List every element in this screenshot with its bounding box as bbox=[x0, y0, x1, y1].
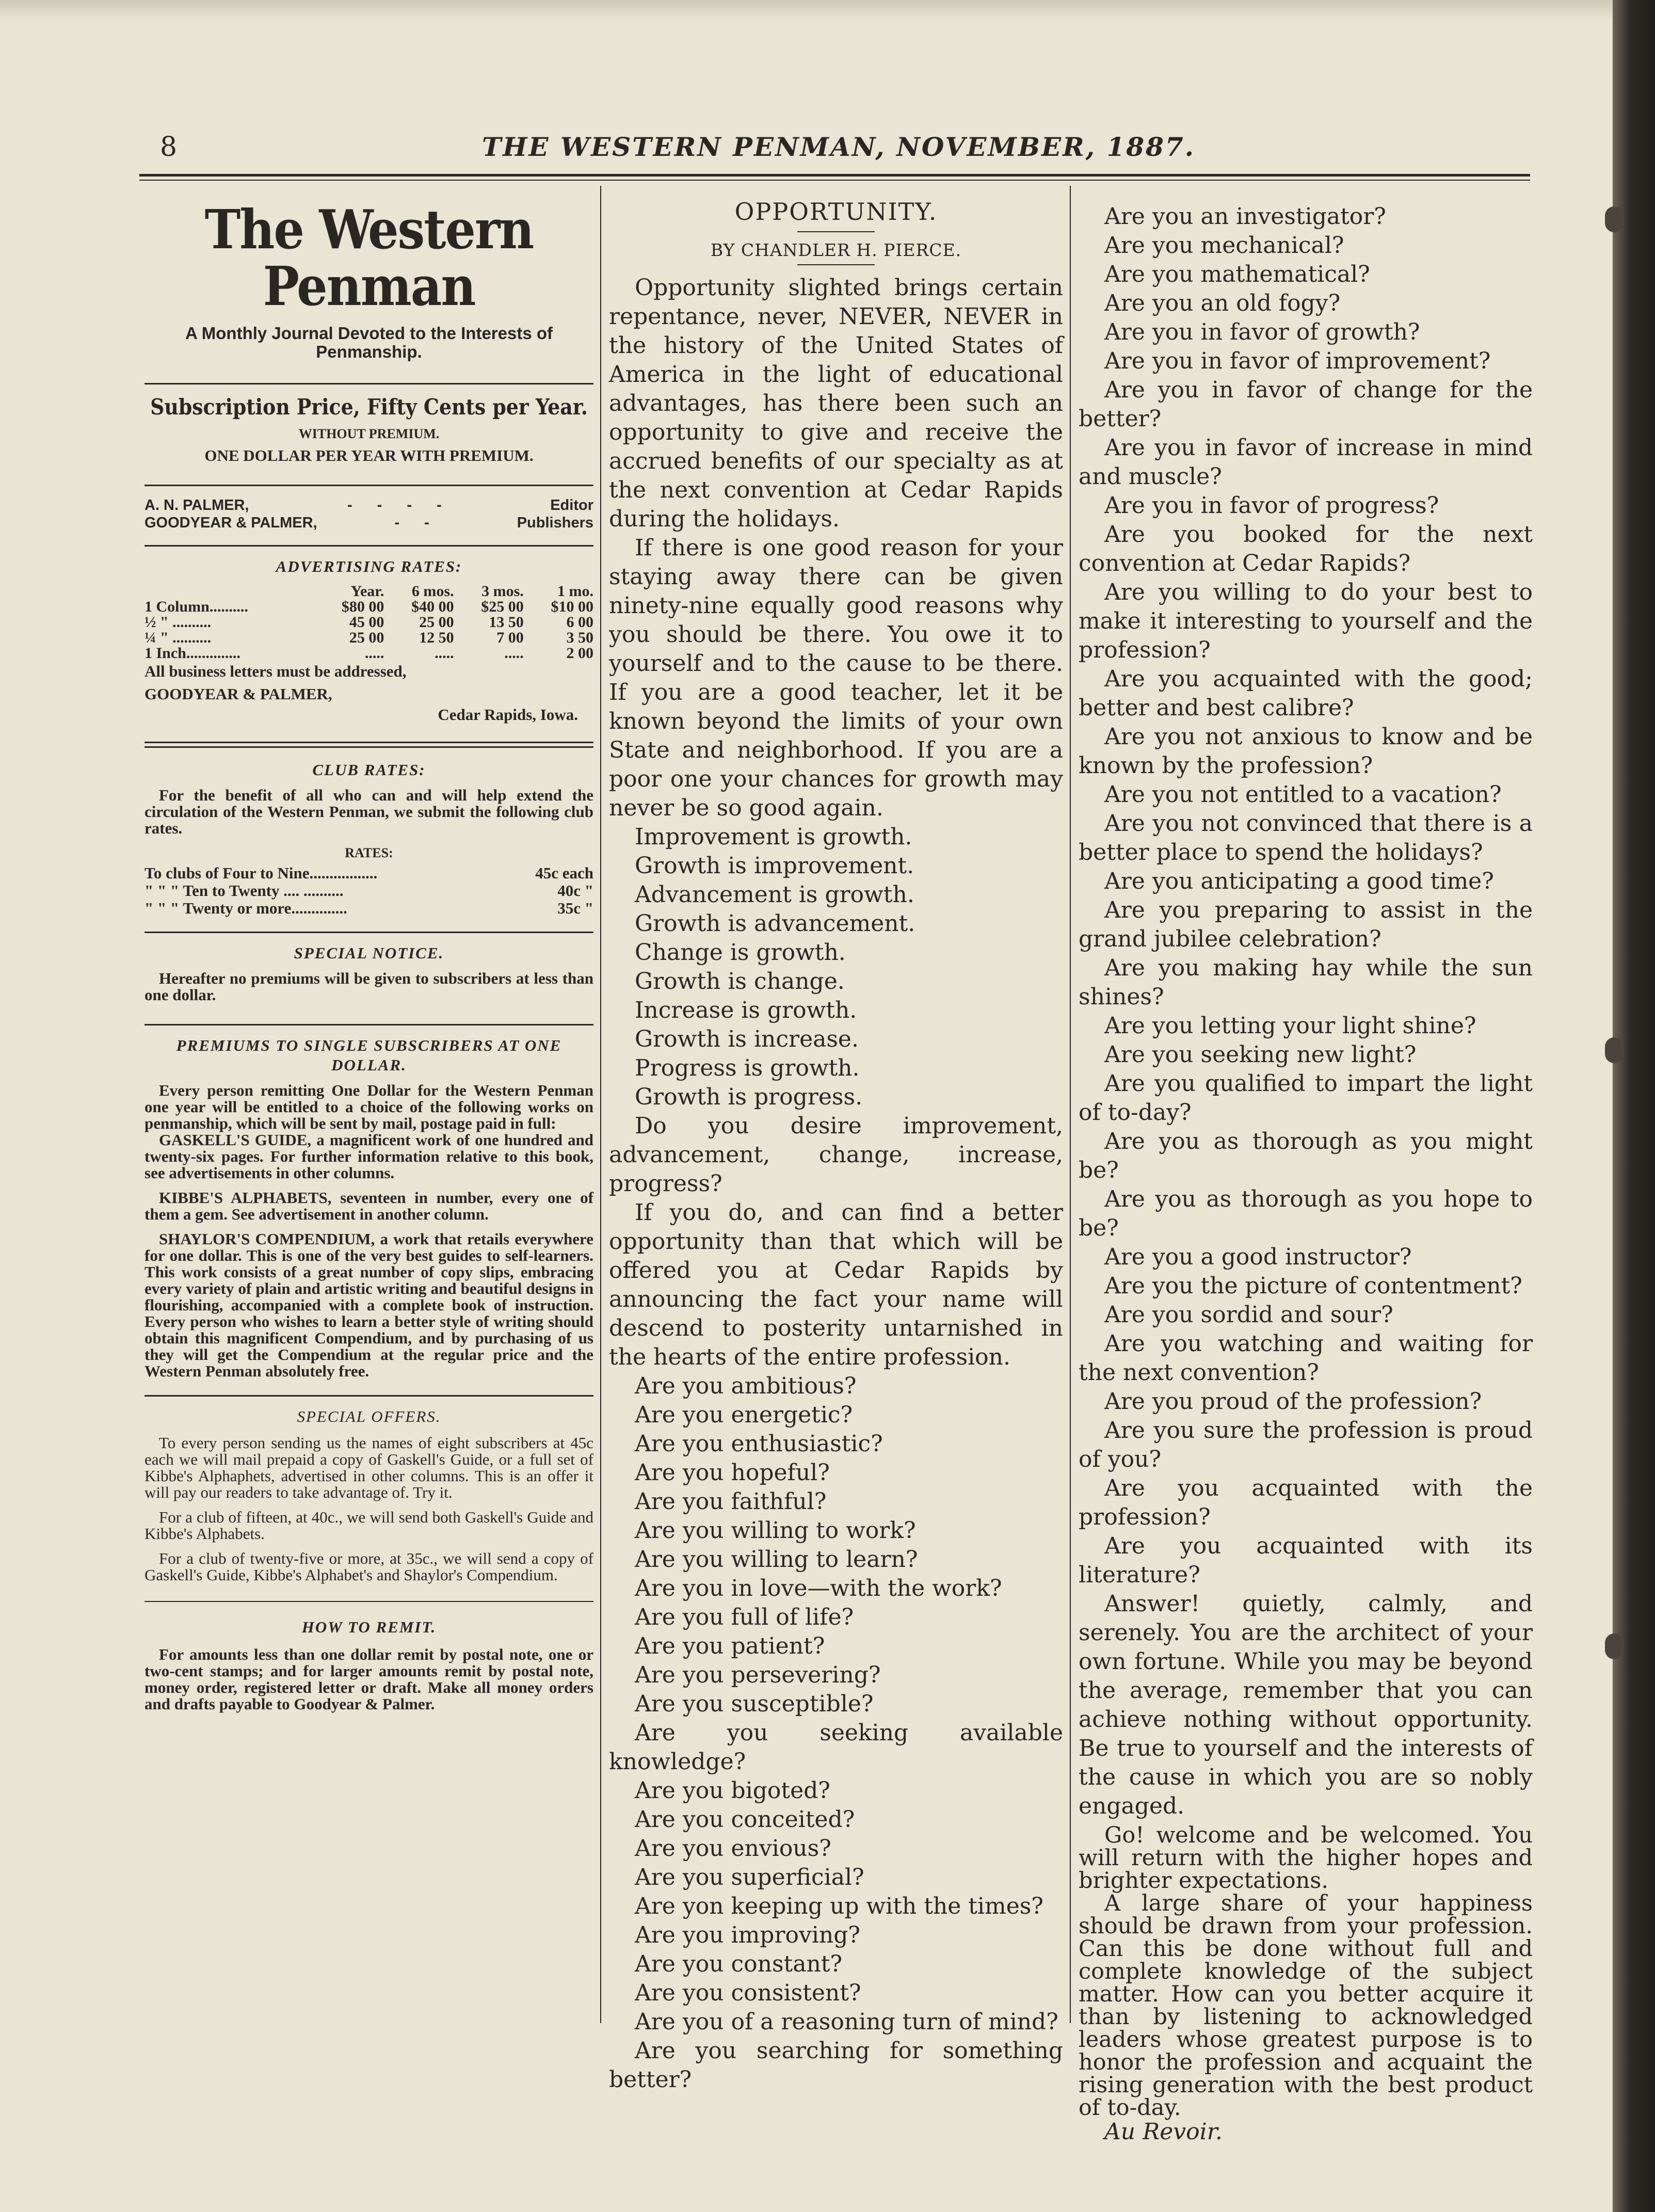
question-list bbox=[609, 1372, 1063, 2094]
question-list bbox=[1079, 202, 1533, 1590]
question-line: Are you faithful? bbox=[635, 1488, 827, 1515]
question-line: Are you booked for the next convention at Cedar Rapids? bbox=[1079, 521, 1533, 576]
table-cell: 25 00 bbox=[419, 614, 454, 631]
article-paragraph: Do you desire improvement, advancement, change, increase, progress? bbox=[609, 1113, 1063, 1197]
premiums-paragraph: Every person remitting One Dollar for the Western Penman one year will be entitled to a choice of the following works on penmanship, which will be sent by mail, postage paid in full: bbox=[144, 1081, 593, 1132]
table-cell: 13 50 bbox=[489, 614, 524, 631]
question-line: Are you seeking available knowledge? bbox=[609, 1720, 1063, 1775]
growth-line: Progress is growth. bbox=[635, 1055, 860, 1081]
advertising-heading: ADVERTISING RATES: bbox=[276, 557, 462, 575]
divider bbox=[144, 932, 593, 933]
table-cell: ½ " .......... bbox=[144, 614, 212, 631]
question-line: Are you not entitled to a vacation? bbox=[1104, 781, 1502, 808]
title-rule bbox=[797, 231, 875, 232]
question-line: Are you searching for something better? bbox=[609, 2038, 1063, 2093]
club-rate-label: " " " Twenty or more.............. bbox=[144, 899, 347, 917]
question-line: Are you in favor of growth? bbox=[1104, 319, 1420, 345]
question-line: Are you conceited? bbox=[635, 1806, 855, 1833]
question-line: Are you acquainted with the good; better and best calibre? bbox=[1079, 666, 1533, 721]
premiums-paragraph: GASKELL'S GUIDE, a magnificent work of one hundred and twenty-six pages. For further information relative to this book, see advertisements in other columns. bbox=[144, 1131, 593, 1182]
table-row bbox=[144, 599, 593, 615]
address-line: GOODYEAR & PALMER, bbox=[144, 685, 332, 703]
question-line: Are you susceptible? bbox=[635, 1691, 874, 1717]
masthead-tagline: A Monthly Journal Devoted to the Interests of Penmanship. bbox=[185, 324, 553, 361]
article-column-left bbox=[609, 195, 1063, 2094]
staff-role: Publishers bbox=[517, 515, 593, 531]
question-line: Are you mathematical? bbox=[1104, 261, 1370, 287]
question-line: Are you not anxious to know and be known by the profession? bbox=[1079, 724, 1533, 779]
table-header: 6 mos. bbox=[411, 583, 454, 600]
question-line: Are you qualified to impart the light of to-day? bbox=[1079, 1070, 1533, 1126]
question-line: Are you letting your light shine? bbox=[1104, 1013, 1476, 1039]
staff-dashes: - - - - bbox=[347, 497, 452, 514]
table-cell: $10 00 bbox=[551, 598, 593, 615]
binding-edge bbox=[1613, 0, 1655, 2212]
special-offers-paragraph: To every person sending us the names of eight subscribers at 45c each we will mail prepaid a copy of Gaskell's Guide, or a full set of Kibbe's Alphaphets, advertised in other columns. This is an offer it will pay our readers to take advantage of. Try it. bbox=[144, 1434, 593, 1501]
table-cell: 3 50 bbox=[566, 629, 593, 646]
table-header: 3 mos. bbox=[481, 583, 524, 600]
growth-line: Growth is improvement. bbox=[635, 853, 914, 879]
masthead-title: The Western Penman bbox=[204, 198, 534, 318]
staff-name: GOODYEAR & PALMER, bbox=[144, 515, 317, 531]
table-row bbox=[144, 646, 593, 661]
question-line: Are you bigoted? bbox=[635, 1777, 830, 1804]
table-cell: 1 Column.......... bbox=[144, 598, 248, 615]
club-rate-price: 40c " bbox=[557, 881, 593, 900]
article-paragraph: Opportunity slighted brings certain repentance, never, NEVER, NEVER in the history of the United States of America in the light of educational advantages, has there been such an opportunity to give and receive the accrued benefits of our specialty as at the next convention at Cedar Rapids during the holidays. bbox=[609, 275, 1063, 532]
column-divider bbox=[600, 186, 601, 2023]
special-offers-paragraph: For a club of fifteen, at 40c., we will send both Gaskell's Guide and Kibbe's Alphabets. bbox=[144, 1508, 593, 1543]
question-line: Are you sordid and sour? bbox=[1104, 1302, 1393, 1328]
question-line: Are you sure the profession is proud of you? bbox=[1079, 1417, 1533, 1472]
article-answer: Answer! quietly, calmly, and serenely. You are the architect of your own fortune. While you may be beyond the average, remember that you can achieve nothing without opportunity. Be true to yourself and the interests of the cause in which you are so nobly engaged. bbox=[1079, 1591, 1533, 1819]
divider bbox=[144, 485, 593, 486]
growth-line: Growth is advancement. bbox=[635, 910, 915, 937]
page-header bbox=[150, 132, 1528, 168]
question-line: Are you in favor of increase in mind and muscle? bbox=[1079, 435, 1533, 490]
table-row bbox=[144, 630, 593, 646]
binding-hole bbox=[1605, 206, 1624, 232]
club-rate-line bbox=[144, 882, 593, 900]
table-header: Year. bbox=[350, 583, 384, 600]
page-top-shading bbox=[0, 0, 1613, 21]
growth-line: Improvement is growth. bbox=[635, 824, 912, 850]
club-heading: CLUB RATES: bbox=[312, 761, 426, 779]
table-cell: 1 Inch.............. bbox=[144, 645, 240, 662]
divider bbox=[144, 1024, 593, 1025]
question-line: Are you in love—with the work? bbox=[635, 1575, 1002, 1601]
header-rule-thin bbox=[139, 180, 1530, 181]
club-rate-line bbox=[144, 900, 593, 917]
special-offers-paragraph: For a club of twenty-five or more, at 35c., we will send a copy of Gaskell's Guide, Kibbe's Alphabet's and Shaylor's Compendium. bbox=[144, 1549, 593, 1584]
question-line: Are you as thorough as you might be? bbox=[1079, 1128, 1533, 1183]
question-line: Are you a good instructor? bbox=[1104, 1244, 1412, 1270]
table-cell: ¼ " .......... bbox=[144, 629, 212, 646]
special-notice-heading: SPECIAL NOTICE. bbox=[294, 944, 444, 962]
question-line: Are you acquainted with its literature? bbox=[1079, 1533, 1533, 1588]
table-cell: 2 00 bbox=[566, 645, 593, 662]
article-paragraph: If there is one good reason for your staying away there can be given ninety-nine equally good reasons why you should be there. You owe it to yourself and to the cause to be there. If you are a good teacher, let it be known beyond the limits of your own State and neighborhood. If you are a poor one your chances for growth may never be so good again. bbox=[609, 535, 1063, 821]
premiums-paragraph: KIBBE'S ALPHABETS, seventeen in number, every one of them a gem. See advertisement in another column. bbox=[144, 1189, 593, 1223]
table-cell bbox=[144, 584, 314, 599]
question-line: Are you superficial? bbox=[635, 1864, 864, 1890]
growth-line: Change is growth. bbox=[635, 939, 846, 966]
question-line: Are you energetic? bbox=[635, 1402, 853, 1428]
club-intro: For the benefit of all who can and will help extend the circulation of the Western Penman, we submit the following club rates. bbox=[144, 786, 593, 837]
question-line: Are you patient? bbox=[635, 1633, 825, 1659]
question-line: Are you willing to work? bbox=[635, 1517, 916, 1544]
growth-line: Increase is growth. bbox=[635, 997, 857, 1023]
question-line: Are you willing to do your best to make it interesting to yourself and the profession? bbox=[1079, 579, 1533, 663]
question-line: Are you the picture of contentment? bbox=[1104, 1273, 1522, 1299]
question-line: Are you acquainted with the profession? bbox=[1079, 1475, 1533, 1530]
column-divider bbox=[1070, 186, 1071, 2023]
article-signoff: Au Revoir. bbox=[1104, 2119, 1223, 2145]
special-notice-text: Hereafter no premiums will be given to subscribers at less than one dollar. bbox=[144, 969, 593, 1004]
question-line: Are you mechanical? bbox=[1104, 232, 1344, 259]
staff-row-publishers bbox=[144, 514, 593, 532]
divider bbox=[144, 383, 593, 384]
table-cell: ..... bbox=[435, 645, 454, 662]
binding-hole bbox=[1605, 1037, 1624, 1063]
header-rule bbox=[139, 174, 1530, 177]
article-title: OPPORTUNITY. bbox=[734, 198, 938, 226]
premiums-paragraph: SHAYLOR'S COMPENDIUM, a work that retails everywhere for one dollar. This is one of the very best guides to self-learners. This work consists of a great number of copy slips, embracing every variety of plain and artistic writing and beautiful designs in flourishing, accompanied with a complete book of instruction. Every person who wishes to learn a better style of writing should obtain this magnificent Compendium, and by purchasing of us they will get the Compendium at the regular price and the Western Penman absolutely free. bbox=[144, 1230, 593, 1380]
club-rate-price: 45c each bbox=[535, 864, 593, 882]
growth-list bbox=[609, 823, 1063, 1112]
question-line: Are you not convinced that there is a better place to spend the holidays? bbox=[1079, 810, 1533, 865]
question-line: Are you proud of the profession? bbox=[1104, 1388, 1482, 1415]
subscription-price: Subscription Price, Fifty Cents per Year. bbox=[150, 394, 588, 420]
club-rate-price: 35c " bbox=[557, 899, 593, 917]
table-cell: 6 00 bbox=[566, 614, 593, 631]
table-cell: $25 00 bbox=[481, 598, 524, 615]
table-header: 1 mo. bbox=[557, 583, 593, 600]
growth-line: Growth is progress. bbox=[635, 1084, 863, 1110]
table-cell: $40 00 bbox=[411, 598, 454, 615]
staff-role: Editor bbox=[550, 497, 593, 514]
question-line: Are you watching and waiting for the next convention? bbox=[1079, 1331, 1533, 1386]
question-line: Are you in favor of change for the better? bbox=[1079, 377, 1533, 432]
address-city: Cedar Rapids, Iowa. bbox=[438, 706, 578, 724]
byline-rule bbox=[797, 264, 875, 265]
advertising-note: All business letters must be addressed, bbox=[144, 662, 407, 680]
club-rate-label: " " " Ten to Twenty .... .......... bbox=[144, 881, 344, 900]
article-closing: A large share of your happiness should be drawn from your profession. Can this be done without full and complete knowledge of the subject matter. How can you better acquire it than by listening to acknowledged leaders whose greatest purpose is to honor the profession and acquaint the rising generation with the best product of to-day. bbox=[1079, 1890, 1533, 2121]
question-line: Are you an old fogy? bbox=[1104, 290, 1341, 316]
running-head: THE WESTERN PENMAN, NOVEMBER, 1887. bbox=[481, 132, 1196, 162]
club-rate-line bbox=[144, 864, 593, 882]
question-line: Are yon keeping up with the times? bbox=[635, 1893, 1043, 1919]
question-line: Are you in favor of progress? bbox=[1104, 492, 1439, 519]
article-paragraph: If you do, and can find a better opportunity than that which will be offered you at Cedar Rapids by announcing the fact your name will descend to posterity untarnished in the hearts of the entire profession. bbox=[609, 1199, 1063, 1370]
article-column-right bbox=[1079, 202, 1533, 2145]
table-cell: ..... bbox=[364, 645, 384, 662]
question-line: Are you making hay while the sun shines? bbox=[1079, 955, 1533, 1010]
growth-line: Growth is increase. bbox=[635, 1026, 859, 1052]
question-line: Are you anticipating a good time? bbox=[1104, 868, 1494, 894]
table-cell: 25 00 bbox=[349, 629, 384, 646]
question-line: Are you ambitious? bbox=[635, 1373, 857, 1399]
table-cell: 7 00 bbox=[496, 629, 524, 646]
table-row bbox=[144, 615, 593, 630]
growth-line: Growth is change. bbox=[635, 968, 845, 995]
club-rates-label: RATES: bbox=[345, 845, 393, 860]
advertising-rates-table bbox=[144, 584, 593, 661]
question-line: Are you full of life? bbox=[635, 1604, 854, 1630]
table-row bbox=[144, 584, 593, 599]
question-line: Are you enthusiastic? bbox=[635, 1431, 883, 1457]
question-line: Are you improving? bbox=[635, 1922, 861, 1948]
question-line: Are you preparing to assist in the grand jubilee celebration? bbox=[1079, 897, 1533, 952]
staff-name: A. N. PALMER, bbox=[144, 497, 249, 514]
staff-dashes: - - bbox=[394, 515, 440, 531]
question-line: Are you of a reasoning turn of mind? bbox=[635, 2009, 1058, 2035]
binding-hole bbox=[1605, 1633, 1624, 1659]
divider bbox=[144, 1601, 593, 1602]
question-line: Are you as thorough as you hope to be? bbox=[1079, 1186, 1533, 1241]
double-divider bbox=[144, 742, 593, 748]
table-cell: $80 00 bbox=[341, 598, 384, 615]
question-line: Are you hopeful? bbox=[635, 1460, 830, 1486]
table-cell: 45 00 bbox=[349, 614, 384, 631]
article-closing: Go! welcome and be welcomed. You will return with the higher hopes and brighter expectations. bbox=[1079, 1822, 1533, 1894]
table-cell: ..... bbox=[504, 645, 524, 662]
question-line: Are you in favor of improvement? bbox=[1104, 348, 1491, 374]
remit-text: For amounts less than one dollar remit by postal note, one or two-cent stamps; and for larger amounts remit by postal note, money order, registered letter or draft. Make all money orders and drafts payable to Goodyear & Palmer. bbox=[144, 1645, 593, 1713]
question-line: Are you willing to learn? bbox=[635, 1546, 918, 1573]
without-premium: WITHOUT PREMIUM. bbox=[298, 426, 440, 441]
table-cell: 12 50 bbox=[419, 629, 454, 646]
page-number: 8 bbox=[160, 132, 178, 163]
divider bbox=[144, 1395, 593, 1397]
question-line: Are you persevering? bbox=[635, 1662, 881, 1688]
growth-line: Advancement is growth. bbox=[635, 881, 914, 908]
article-byline: BY CHANDLER H. PIERCE. bbox=[710, 240, 962, 260]
question-line: Are you consistent? bbox=[635, 1980, 861, 2006]
club-rate-label: To clubs of Four to Nine................. bbox=[144, 864, 378, 882]
staff-row-editor bbox=[144, 496, 593, 514]
masthead-column bbox=[144, 195, 593, 1712]
question-line: Are you constant? bbox=[635, 1951, 843, 1977]
question-line: Are you seeking new light? bbox=[1104, 1041, 1417, 1068]
special-offers-heading: SPECIAL OFFERS. bbox=[297, 1407, 441, 1425]
remit-heading: HOW TO REMIT. bbox=[301, 1618, 437, 1636]
with-premium: ONE DOLLAR PER YEAR WITH PREMIUM. bbox=[204, 446, 534, 464]
question-line: Are you envious? bbox=[635, 1835, 831, 1862]
question-line: Are you an investigator? bbox=[1104, 203, 1386, 230]
divider bbox=[144, 545, 593, 547]
premiums-heading: PREMIUMS TO SINGLE SUBSCRIBERS AT ONE DOLLAR. bbox=[176, 1036, 562, 1074]
